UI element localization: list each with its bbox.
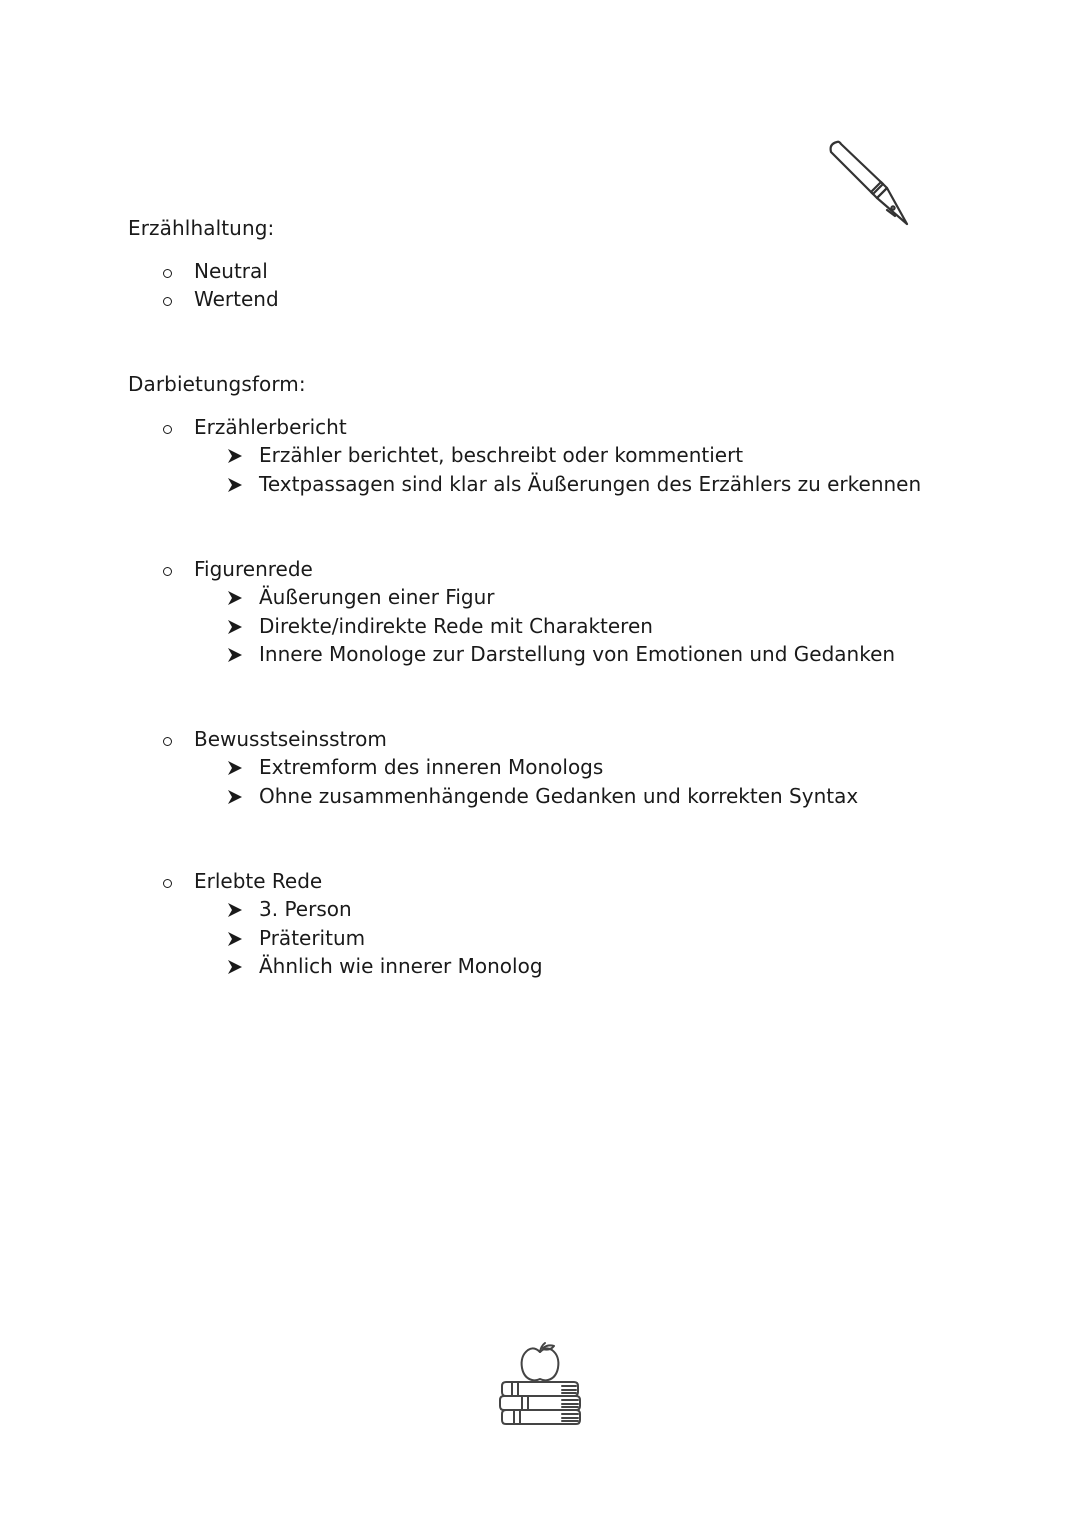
- point-text: 3. Person: [259, 897, 352, 922]
- point-text: Textpassagen sind klar als Äußerungen des Erzählers zu erkennen: [259, 471, 922, 496]
- circle-bullet-icon: [160, 413, 174, 441]
- group-figurenrede: [160, 555, 895, 668]
- arrowhead-bullet-icon: [226, 901, 244, 919]
- circle-bullet-icon: [160, 257, 174, 285]
- group-title: Figurenrede: [194, 557, 313, 581]
- group-bewusstseinsstrom: [160, 725, 858, 810]
- point-text: Innere Monologe zur Darstellung von Emotionen und Gedanken: [259, 641, 896, 666]
- heading-erzaehlhaltung: Erzählhaltung:: [128, 216, 275, 240]
- point-text: Präteritum: [259, 925, 366, 950]
- list-item: [160, 257, 279, 285]
- item-label: Wertend: [194, 287, 279, 312]
- point-text: Erzähler berichtet, beschreibt oder kommentiert: [259, 443, 744, 468]
- sub-list-item: [194, 952, 543, 980]
- books-with-apple-icon: [492, 1340, 588, 1432]
- sub-list-item: [194, 924, 543, 952]
- sub-list-item: [194, 583, 895, 611]
- arrowhead-bullet-icon: [226, 447, 244, 465]
- point-text: Äußerungen einer Figur: [259, 585, 495, 610]
- arrowhead-bullet-icon: [226, 958, 244, 976]
- sub-list-item: [194, 895, 543, 923]
- circle-bullet-icon: [160, 285, 174, 313]
- sub-list: [194, 441, 921, 498]
- point-text: Ohne zusammenhängende Gedanken und korrekten Syntax: [259, 783, 859, 808]
- arrowhead-bullet-icon: [226, 930, 244, 948]
- circle-bullet-icon: [160, 725, 174, 753]
- list-item: [160, 555, 895, 668]
- arrowhead-bullet-icon: [226, 759, 244, 777]
- list-item: [160, 285, 279, 313]
- point-text: Direkte/indirekte Rede mit Charakteren: [259, 613, 653, 638]
- arrowhead-bullet-icon: [226, 646, 244, 664]
- point-text: Ähnlich wie innerer Monolog: [259, 953, 543, 978]
- sub-list-item: [194, 782, 858, 810]
- group-erzaehlerbericht: [160, 413, 921, 498]
- group-title: Erzählerbericht: [194, 415, 347, 439]
- arrowhead-bullet-icon: [226, 618, 244, 636]
- arrowhead-bullet-icon: [226, 476, 244, 494]
- group-title: Bewusstseinsstrom: [194, 727, 387, 751]
- sub-list-item: [194, 441, 921, 469]
- sub-list: [194, 753, 858, 810]
- item-label: Neutral: [194, 259, 268, 283]
- group-erlebte-rede: [160, 867, 543, 980]
- sub-list-item: [194, 640, 895, 668]
- sub-list-item: [194, 470, 921, 498]
- sub-list: [194, 583, 895, 668]
- list-item: [160, 867, 543, 980]
- fountain-pen-icon: [815, 132, 925, 242]
- arrowhead-bullet-icon: [226, 589, 244, 607]
- sub-list-item: [194, 753, 858, 781]
- arrowhead-bullet-icon: [226, 788, 244, 806]
- list-item: [160, 725, 858, 810]
- point-text: Extremform des inneren Monologs: [259, 755, 604, 780]
- circle-bullet-icon: [160, 555, 174, 583]
- group-title: Erlebte Rede: [194, 869, 323, 893]
- sub-list-item: [194, 612, 895, 640]
- heading-darbietungsform: Darbietungsform:: [128, 372, 306, 396]
- list-item: [160, 413, 921, 498]
- sub-list: [194, 895, 543, 980]
- circle-bullet-icon: [160, 867, 174, 895]
- list-erzaehlhaltung: [160, 257, 279, 314]
